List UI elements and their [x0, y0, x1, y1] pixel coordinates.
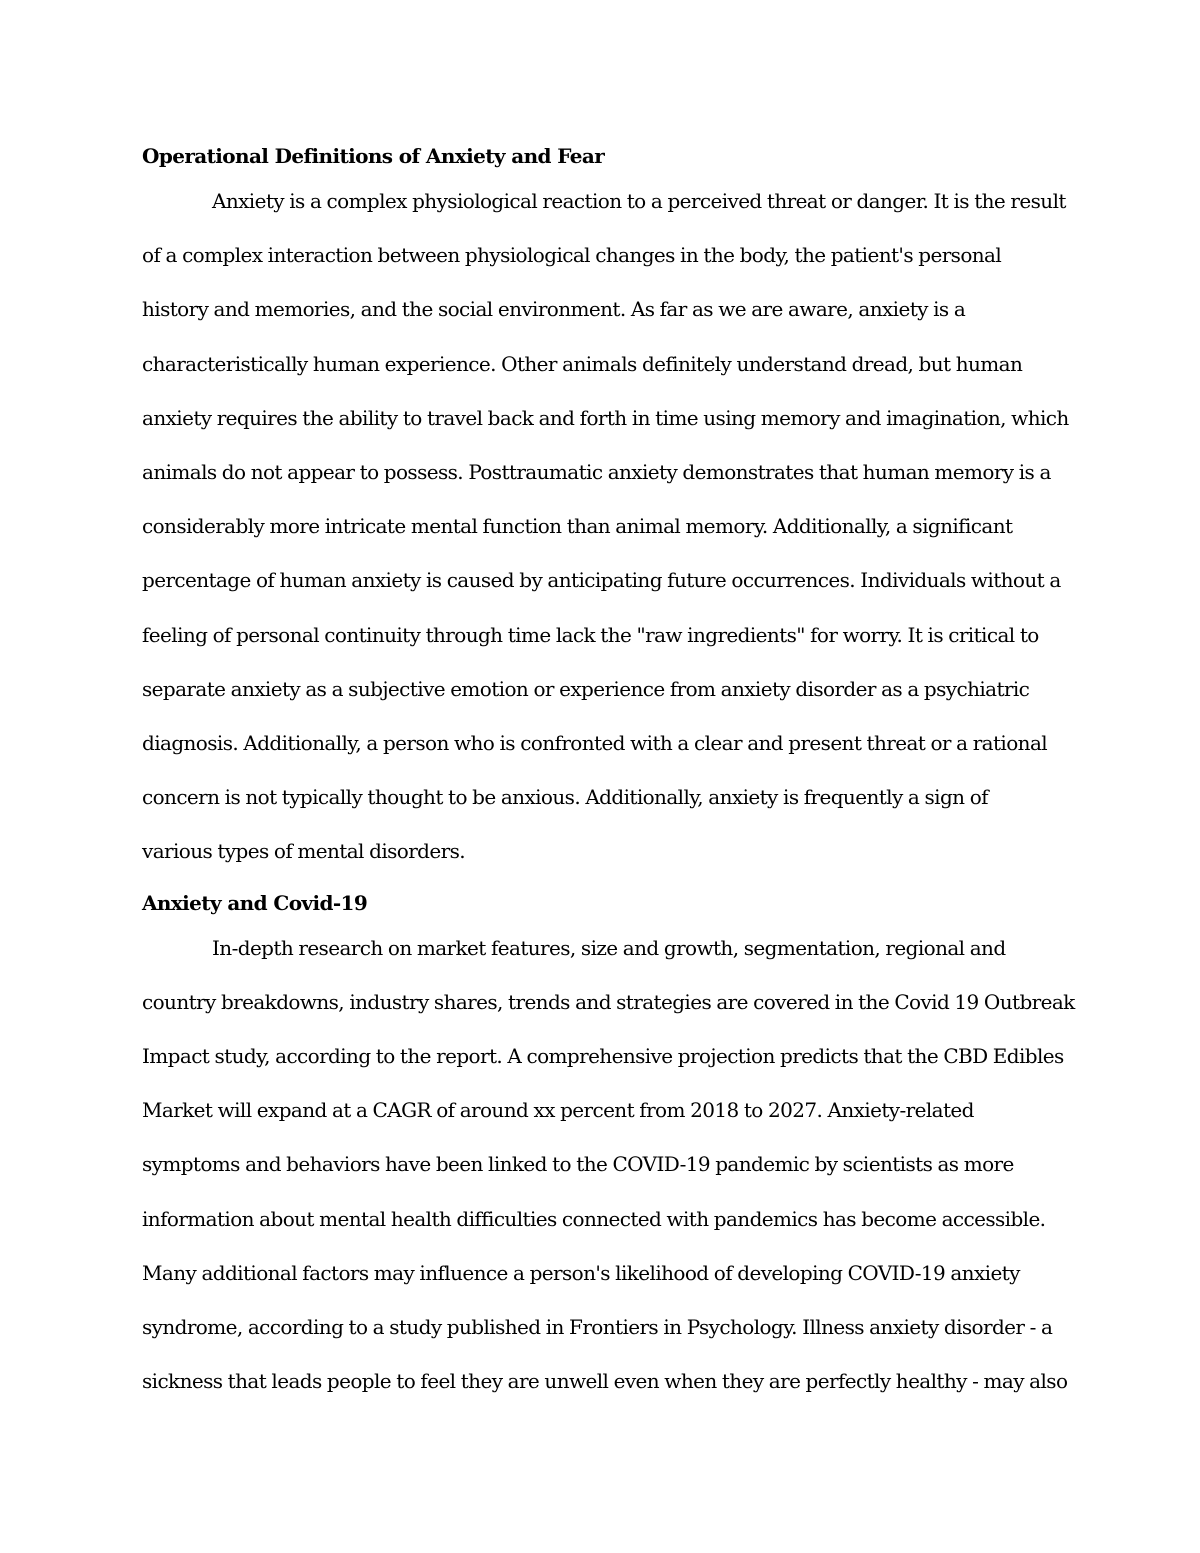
paragraph-line: various types of mental disorders. — [142, 839, 466, 864]
paragraph-line: diagnosis. Additionally, a person who is confronted with a clear and present threat or a rational — [142, 731, 1048, 756]
paragraph-line: syndrome, according to a study published in Frontiers in Psychology. Illness anxiety disorder - a — [142, 1315, 1053, 1340]
paragraph-line: separate anxiety as a subjective emotion or experience from anxiety disorder as a psychiatric — [142, 676, 1030, 701]
paragraph-line: Market will expand at a CAGR of around xx percent from 2018 to 2027. Anxiety-related — [142, 1098, 974, 1123]
paragraph-line: Impact study, according to the report. A comprehensive projection predicts that the CBD Edibles — [142, 1044, 1064, 1069]
paragraph-line: characteristically human experience. Other animals definitely understand dread, but human — [142, 351, 1023, 376]
paragraph-line: symptoms and behaviors have been linked to the COVID-19 pandemic by scientists as more — [142, 1152, 1014, 1177]
paragraph-line: considerably more intricate mental function than animal memory. Additionally, a significant — [142, 514, 1013, 539]
paragraph-line: In-depth research on market features, size and growth, segmentation, regional and — [212, 935, 1006, 960]
section-paragraph — [142, 921, 1075, 1409]
paragraph-line: information about mental health difficulties connected with pandemics has become accessible. — [142, 1206, 1046, 1231]
paragraph-line: country breakdowns, industry shares, trends and strategies are covered in the Covid 19 Outbreak — [142, 989, 1075, 1014]
paragraph-line: feeling of personal continuity through time lack the "raw ingredients" for worry. It is critical to — [142, 622, 1039, 647]
section-operational-definitions — [142, 140, 1069, 879]
section-anxiety-covid — [142, 887, 1075, 1409]
document-body — [142, 140, 1075, 1408]
paragraph-line: Many additional factors may influence a person's likelihood of developing COVID-19 anxiety — [142, 1260, 1020, 1285]
section-heading: Operational Definitions of Anxiety and Fear — [142, 144, 605, 168]
paragraph-line: history and memories, and the social environment. As far as we are aware, anxiety is a — [142, 297, 966, 322]
paragraph-line: sickness that leads people to feel they are unwell even when they are perfectly healthy - may also — [142, 1369, 1068, 1394]
section-paragraph — [142, 174, 1069, 879]
section-heading: Anxiety and Covid-19 — [142, 890, 368, 915]
paragraph-line: of a complex interaction between physiological changes in the body, the patient's personal — [142, 243, 1002, 268]
paragraph-line: concern is not typically thought to be anxious. Additionally, anxiety is frequently a sign of — [142, 785, 988, 810]
paragraph-line: animals do not appear to possess. Posttraumatic anxiety demonstrates that human memory is a — [142, 460, 1051, 485]
paragraph-line: anxiety requires the ability to travel back and forth in time using memory and imagination, which — [142, 405, 1069, 430]
paragraph-line: percentage of human anxiety is caused by anticipating future occurrences. Individuals without a — [142, 568, 1061, 593]
paragraph-line: Anxiety is a complex physiological reaction to a perceived threat or danger. It is the result — [212, 189, 1066, 213]
